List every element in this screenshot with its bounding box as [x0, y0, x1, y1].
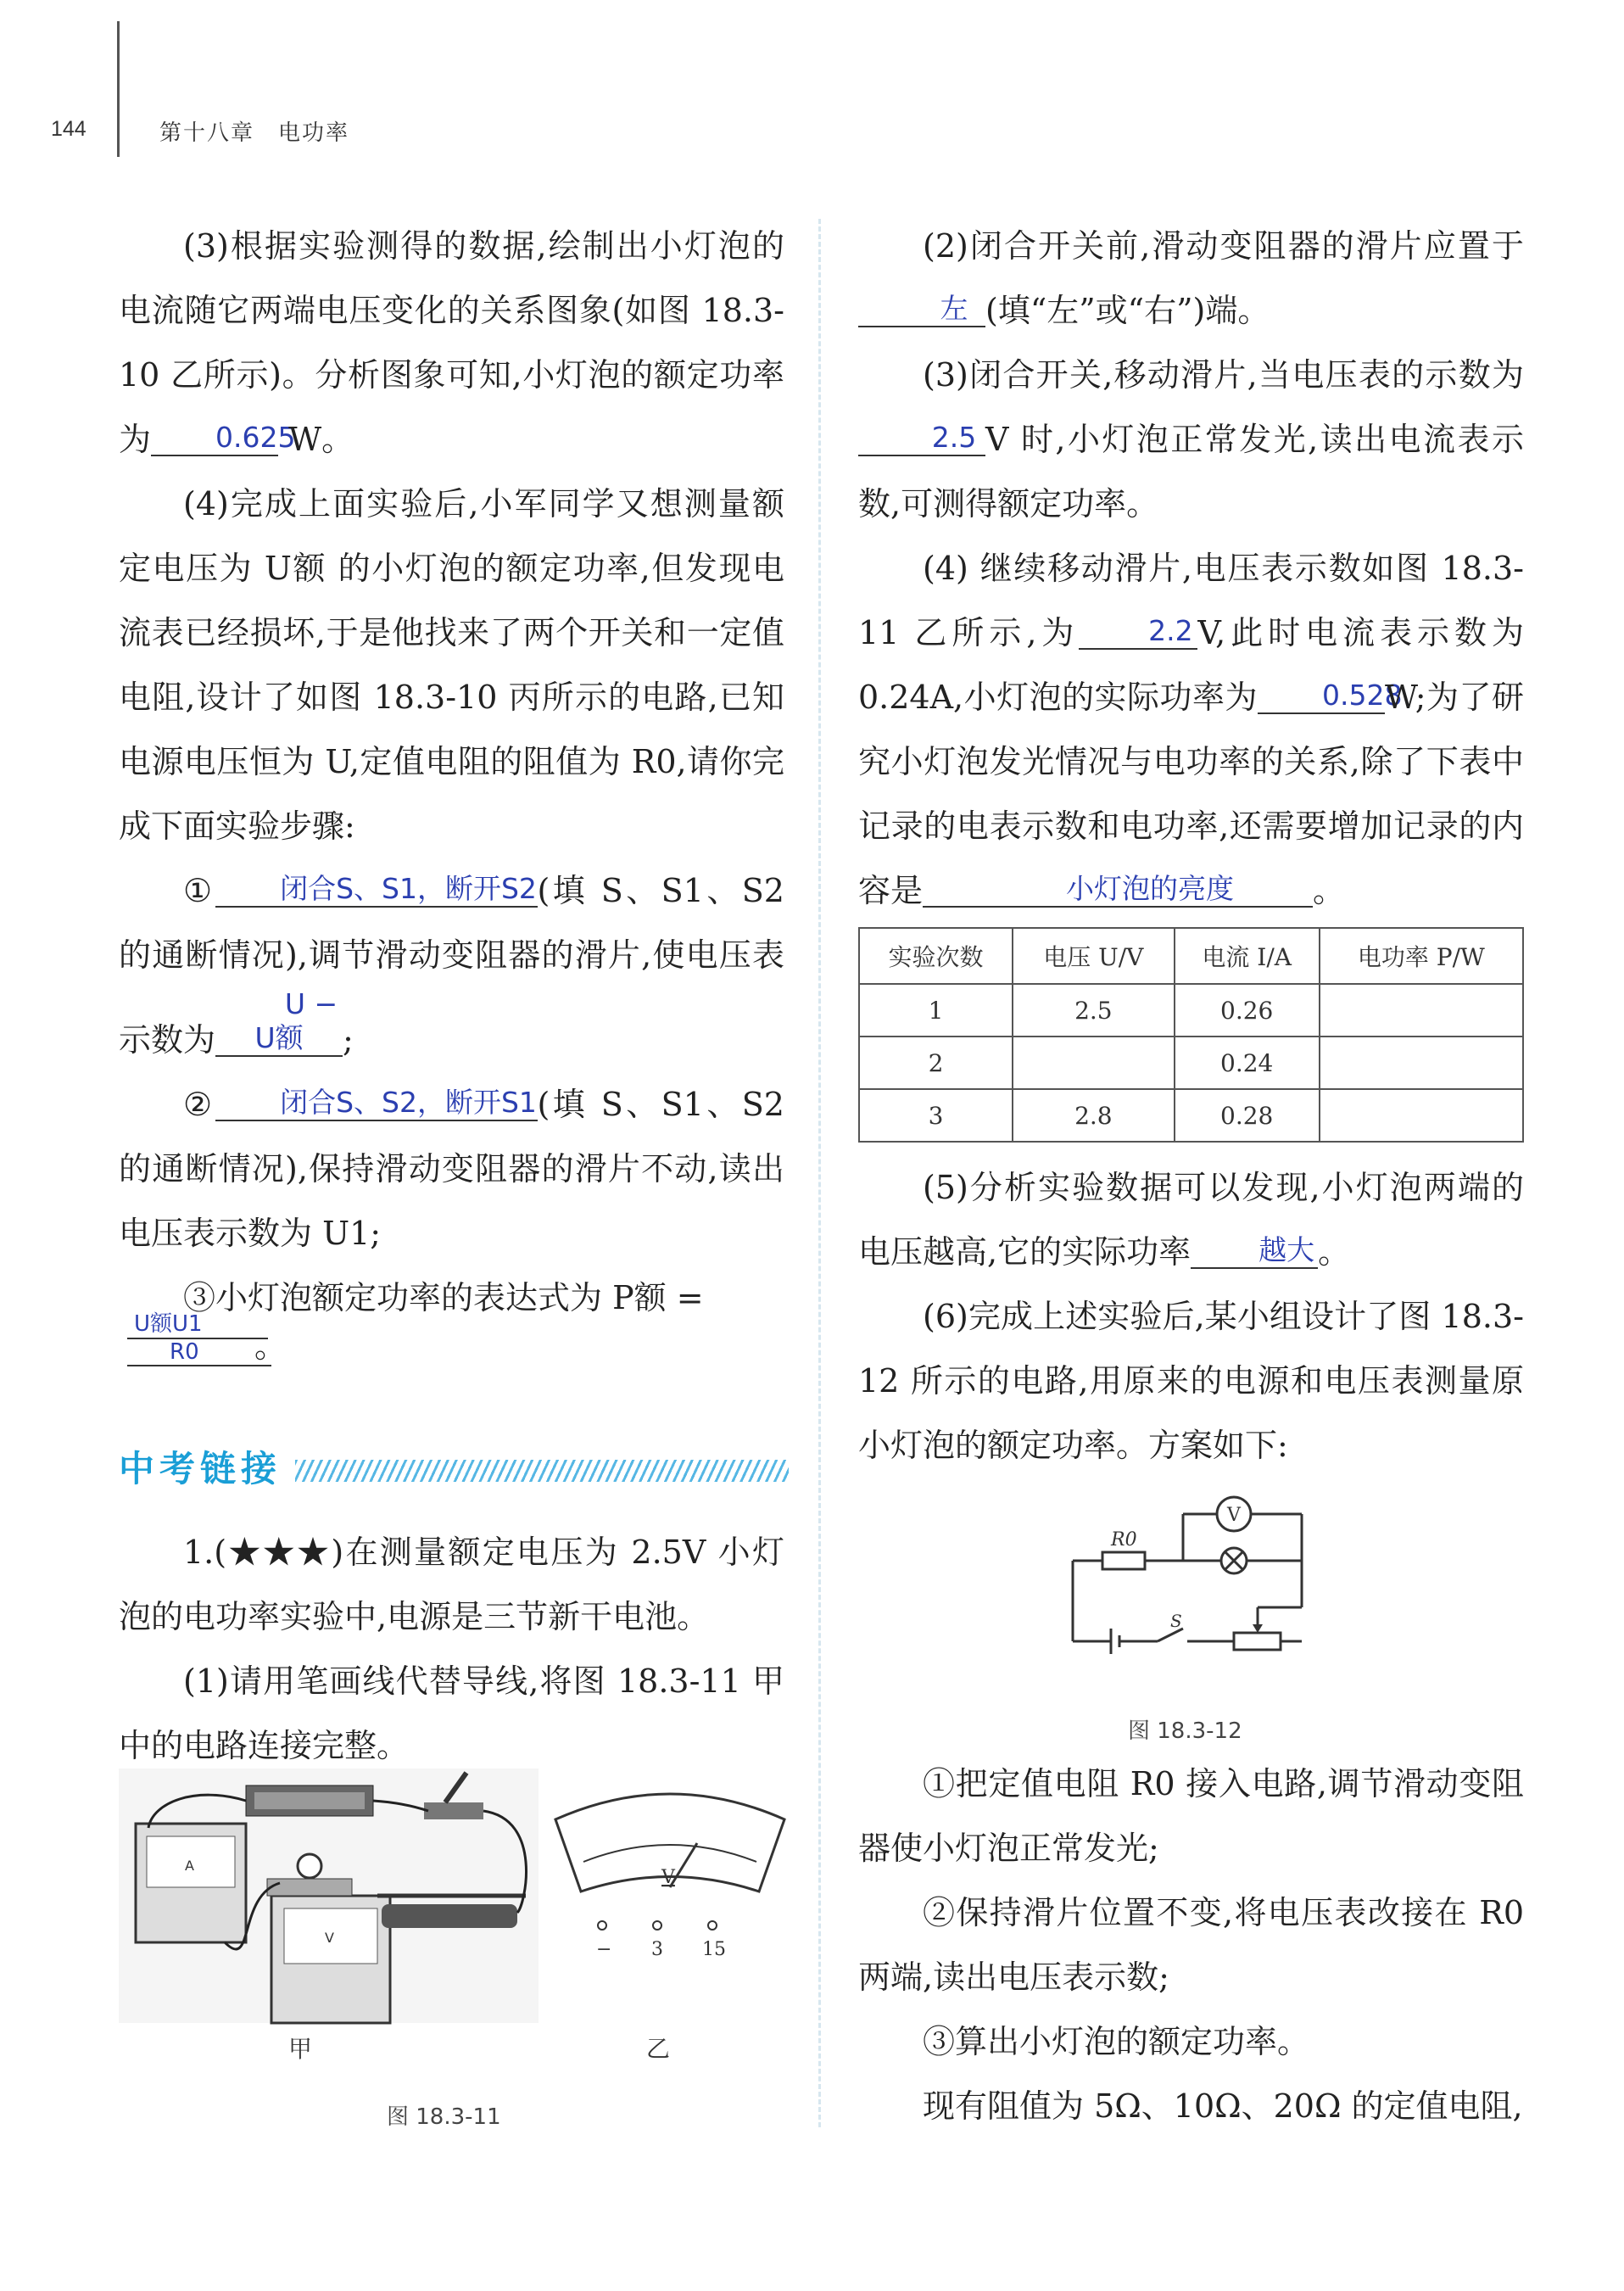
- lamp-icon: [298, 1854, 321, 1878]
- left-q3: (3)根据实验测得的数据,绘制出小灯泡的电流随它两端电压变化的关系图象(如图 18.3-10 乙所示)。分析图象可知,小灯泡的额定功率为 0.625 W。: [119, 227, 784, 458]
- figure2-caption: 图 18.3-12: [1128, 1718, 1242, 1744]
- svg-text:R0: R0: [1111, 1529, 1137, 1551]
- q1-1-text: (1)请用笔画线代替导线,将图 18.3-11 甲中的电路连接完整。: [119, 1662, 784, 1764]
- answer-blank: 2.5: [858, 421, 985, 456]
- figure-label-b: 乙: [646, 2035, 671, 2063]
- answer-blank: 越大: [1191, 1233, 1318, 1269]
- step-2: ②保持滑片位置不变,将电压表改接在 R0 两端,读出电压表示数;: [858, 1894, 1524, 1996]
- right-q5: (5)分析实验数据可以发现,小灯泡两端的电压越高,它的实际功率 越大 。: [858, 1169, 1524, 1271]
- answer-blank: 2.2: [1079, 614, 1197, 650]
- svg-text:S: S: [1170, 1611, 1182, 1631]
- right-q3: (3)闭合开关,移动滑片,当电压表的示数为2.5 V 时,小灯泡正常发光,读出电流表示数,可测得额定功率。: [858, 356, 1524, 522]
- right-q2: (2)闭合开关前,滑动变阻器的滑片应置于左 (填“左”或“右”)端。: [858, 214, 1524, 343]
- left-step2: ② 闭合S、S2，断开S1(填 S、S1、S2 的通断情况),保持滑动变阻器的滑片不动,读出电压表示数为 U1;: [119, 1086, 784, 1252]
- answer-blank: U − U额: [215, 987, 343, 1057]
- terminal-label: −: [596, 1939, 612, 1960]
- table-row: 1 2.5 0.26: [859, 984, 1523, 1037]
- fraction-answer: U额U1 R0: [127, 1306, 271, 1366]
- data-table: [858, 927, 1524, 1143]
- answer-blank: 0.625: [151, 421, 278, 456]
- right-q6: (6)完成上述实验后,某小组设计了图 18.3-12 所示的电路,用原来的电源和电压表测量原小灯泡的额定功率。方案如下:: [858, 1298, 1524, 1464]
- right-column: [858, 214, 1524, 923]
- rheostat-icon: [382, 1904, 517, 1928]
- circuit-figure-18-3-12: [1064, 1493, 1319, 1662]
- answer-blank: 左: [858, 292, 985, 327]
- svg-text:V: V: [661, 1867, 675, 1888]
- left-step1: ① 闭合S、S1，断开S2(填 S、S1、S2 的通断情况),调节滑动变阻器的滑片,使电压表示数为U − U额 ;: [119, 872, 784, 1059]
- answer-blank: 闭合S、S2，断开S1: [215, 1086, 538, 1121]
- terminal-label: 3: [651, 1939, 663, 1960]
- chapter-title: 第十八章 电功率: [159, 120, 350, 146]
- step-3: ③算出小灯泡的额定功率。: [923, 2023, 1310, 2060]
- section-stripe: [295, 1460, 789, 1482]
- svg-text:A: A: [185, 1858, 194, 1874]
- answer-blank: 小灯泡的亮度: [923, 872, 1313, 908]
- right-q5-q6: [858, 1155, 1524, 1478]
- svg-text:V: V: [1227, 1505, 1241, 1526]
- battery-cells: [254, 1792, 365, 1809]
- table-row: 2 0.24: [859, 1037, 1523, 1089]
- figure-label-a: 甲: [288, 2035, 313, 2063]
- answer-blank: 闭合S、S1，断开S2: [215, 872, 538, 908]
- table-header-row: 实验次数 电压 U/V 电流 I/A 电功率 P/W: [859, 928, 1523, 984]
- left-question1: [119, 1520, 784, 1778]
- q1-text: 1.(★★★)在测量额定电压为 2.5V 小灯泡的电功率实验中,电源是三节新干电池。: [119, 1534, 784, 1635]
- section-title: 中考链接: [119, 1448, 282, 1489]
- terminal-label: 15: [702, 1939, 726, 1960]
- svg-text:V: V: [325, 1930, 334, 1946]
- table-row: 3 2.8 0.28: [859, 1089, 1523, 1142]
- right-q4: (4) 继续移动滑片,电压表示数如图 18.3-11 乙所示,为 2.2 V,此时电流表示数为 0.24A,小灯泡的实际功率为 0.528W;为了研究小灯泡发光情况与电功率的关系,除了下表中记录的电表示数和电功率,还需要增加记录的内容是 小灯泡的亮度 。: [858, 550, 1524, 909]
- figure-caption: 图 18.3-11: [387, 2104, 501, 2130]
- resistor-r0-icon: [1102, 1552, 1145, 1569]
- right-steps: [858, 1752, 1524, 2138]
- answer-blank: 0.528: [1258, 679, 1385, 714]
- column-divider: [818, 219, 821, 2127]
- switch-icon: [424, 1802, 483, 1819]
- circuit-figure-18-3-11: [119, 1769, 797, 2074]
- left-step3: ③小灯泡额定功率的表达式为 P额 =: [183, 1279, 704, 1316]
- section-header: [119, 1438, 789, 1497]
- step-4: 现有阻值为 5Ω、10Ω、20Ω 的定值电阻,: [923, 2087, 1523, 2125]
- rheostat-icon: [1234, 1633, 1281, 1650]
- step-1: ①把定值电阻 R0 接入电路,调节滑动变阻器使小灯泡正常发光;: [858, 1765, 1524, 1867]
- left-column: [119, 214, 784, 1330]
- header-rule: [117, 21, 120, 157]
- page-number: 144: [51, 117, 87, 141]
- left-q4: (4)完成上面实验后,小军同学又想测量额定电压为 U额 的小灯泡的额定功率,但发现电流表已经损坏,于是他找来了两个开关和一定值电阻,设计了如图 18.3-10 丙所示的电路,已知电源电压恒为 U,定值电阻的阻值为 R0,请你完成下面实验步骤:: [119, 485, 784, 845]
